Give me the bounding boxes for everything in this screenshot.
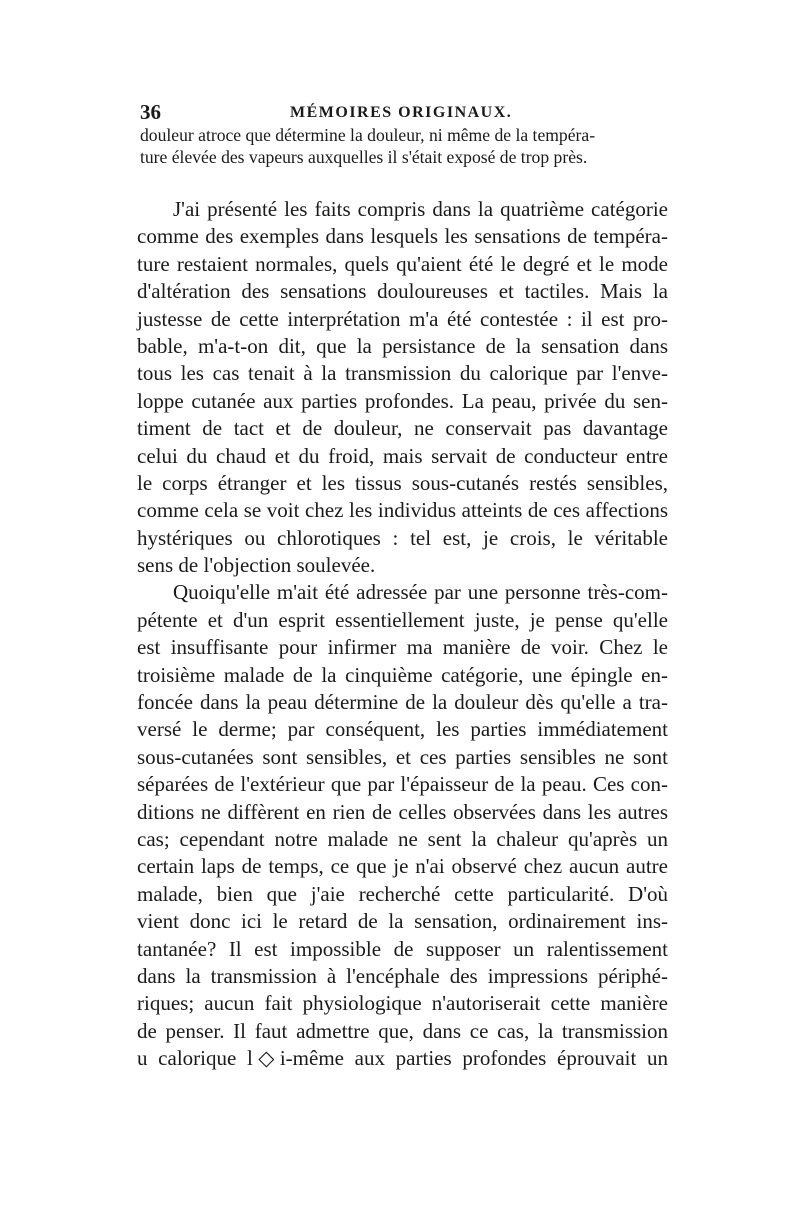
text-line: hystériques ou chlorotiques : tel est, je crois, le véritable — [137, 525, 668, 550]
paragraph-response — [137, 579, 668, 1072]
text-line: versé le derme; par conséquent, les parties immédiatement — [137, 717, 668, 742]
text-line: d'altération des sensations douloureuses et tactiles. Mais la — [137, 279, 668, 304]
text-line: J'ai présenté les faits compris dans la quatrième catégorie — [173, 197, 668, 221]
text-line: riques; aucun fait physiologique n'autoriserait cette manière — [137, 991, 668, 1016]
text-line: séparées de l'extérieur que par l'épaisseur de la peau. Ces con- — [137, 772, 668, 797]
text-line: est insuffisante pour infirmer ma manière de voir. Chez le — [137, 635, 668, 660]
text-line: tous les cas tenait à la transmission du calorique par l'enve- — [137, 361, 668, 386]
text-line: malade, bien que j'aie recherché cette particularité. D'où — [137, 881, 668, 906]
note-line: douleur atroce que détermine la douleur, ni même de la tempéra- — [140, 125, 596, 145]
text-line: certain laps de temps, ce que je n'ai observé chez aucun autre — [137, 854, 668, 879]
paragraph-objection — [137, 196, 668, 579]
running-title: MÉMOIRES ORIGINAUX. — [290, 104, 513, 121]
body-text — [137, 196, 668, 1073]
text-line: ture restaient normales, quels qu'aient été le degré et le mode — [137, 251, 668, 276]
page-number: 36 — [140, 100, 161, 124]
preceding-note — [140, 124, 668, 168]
text-line: sens de l'objection soulevée. — [137, 553, 376, 578]
text-line: de penser. Il faut admettre que, dans ce cas, la transmission — [137, 1018, 668, 1043]
text-line: comme cela se voit chez les individus atteints de ces affections — [137, 498, 668, 523]
text-line: Quoiqu'elle m'ait été adressée par une personne très-com- — [173, 580, 668, 605]
text-line: comme des exemples dans lesquels les sensations de tempéra- — [137, 224, 668, 249]
text-line: troisième malade de la cinquième catégorie, une épingle en- — [137, 662, 668, 687]
text-line: vient donc ici le retard de la sensation, ordinairement ins- — [137, 909, 668, 934]
text-line: cas; cependant notre malade ne sent la chaleur qu'après un — [137, 826, 668, 851]
running-head — [140, 100, 668, 124]
text-line: timent de tact et de douleur, ne conservait pas davantage — [137, 416, 668, 441]
text-line: loppe cutanée aux parties profondes. La peau, privée du sen- — [137, 388, 668, 413]
text-line: ditions ne diffèrent en rien de celles observées dans les autres — [137, 799, 668, 824]
text-line: le corps étranger et les tissus sous-cutanés restés sensibles, — [137, 470, 668, 495]
text-line: tantanée? Il est impossible de supposer un ralentissement — [137, 936, 668, 961]
text-line: bable, m'a-t-on dit, que la persistance de la sensation dans — [137, 333, 668, 358]
text-line: u calorique l◇i-même aux parties profondes éprouvait un — [137, 1046, 668, 1071]
text-line: pétente et d'un esprit essentiellement juste, je pense qu'elle — [137, 607, 668, 632]
note-line: ture élevée des vapeurs auxquelles il s'était exposé de trop près. — [140, 147, 588, 167]
text-line: celui du chaud et du froid, mais servait de conducteur entre — [137, 443, 668, 468]
text-line: foncée dans la peau détermine de la douleur dès qu'elle a tra- — [137, 690, 668, 715]
text-line: dans la transmission à l'encéphale des impressions périphé- — [137, 963, 668, 988]
text-line: sous-cutanées sont sensibles, et ces parties sensibles ne sont — [137, 744, 668, 769]
text-line: justesse de cette interprétation m'a été contestée : il est pro- — [137, 306, 668, 331]
